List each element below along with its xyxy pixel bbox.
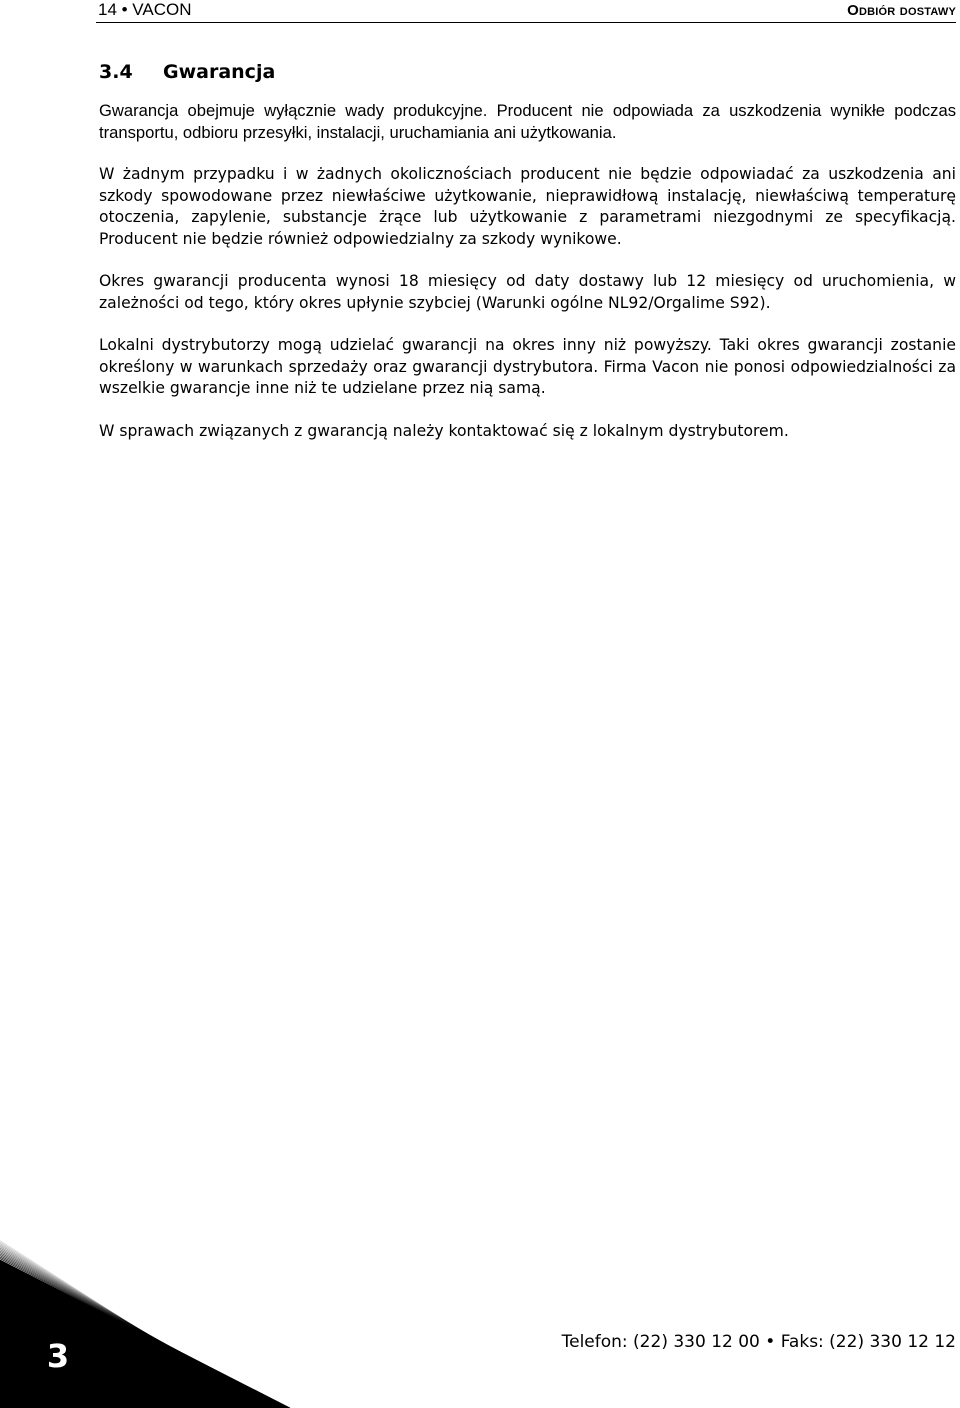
section-heading: [99, 58, 956, 86]
page-header: [96, 0, 956, 23]
page-content: [99, 58, 956, 442]
header-page-label: 14 • VACON: [98, 0, 192, 19]
chapter-number: 3: [46, 1337, 70, 1375]
paragraph-distributor-warranty: Lokalni dystrybutorzy mogą udzielać gwarancji na okres inny niż powyższy. Taki okres gwarancji zostanie określony w warunkach sprzedaży oraz gwarancji dystrybutora. Firma Vacon nie ponosi odpowiedzialności za wszelkie gwarancje inne niż te udzielane przez nią samą.: [99, 336, 956, 397]
paragraph-liability-exclusions: W żadnym przypadku i w żadnych okolicznościach producent nie będzie odpowiadać za uszkodzenia ani szkody spowodowane przez niewłaściwe użytkowanie, nieprawidłową instalację, niewłaściwą temperaturę otoczenia, zapylenie, substancje żrące lub użytkowanie z parametrami niezgodnymi ze specyfikacją. Producent nie będzie również odpowiedzialny za szkody wynikowe.: [99, 165, 956, 248]
section-number: 3.4: [99, 61, 133, 83]
paragraph-warranty-scope: Gwarancja obejmuje wyłącznie wady produkcyjne. Producent nie odpowiada za uszkodzenia wynikłe podczas transportu, odbioru przesyłki, instalacji, uruchamiania ani użytkowania.: [99, 101, 956, 142]
section-title: Gwarancja: [163, 61, 276, 83]
paragraph-contact-info: W sprawach związanych z gwarancją należy kontaktować się z lokalnym dystrybutorem.: [99, 421, 789, 440]
header-section-title: Odbiór dostawy: [847, 2, 956, 19]
paragraph-warranty-period: Okres gwarancji producenta wynosi 18 miesięcy od daty dostawy lub 12 miesięcy od uruchomienia, w zależności od tego, który okres upłynie szybciej (Warunki ogólne NL92/Orgalime S92).: [99, 272, 956, 312]
chapter-corner-graphic: [0, 1240, 300, 1408]
footer-contact: Telefon: (22) 330 12 00 • Faks: (22) 330 12 12: [561, 1332, 956, 1352]
